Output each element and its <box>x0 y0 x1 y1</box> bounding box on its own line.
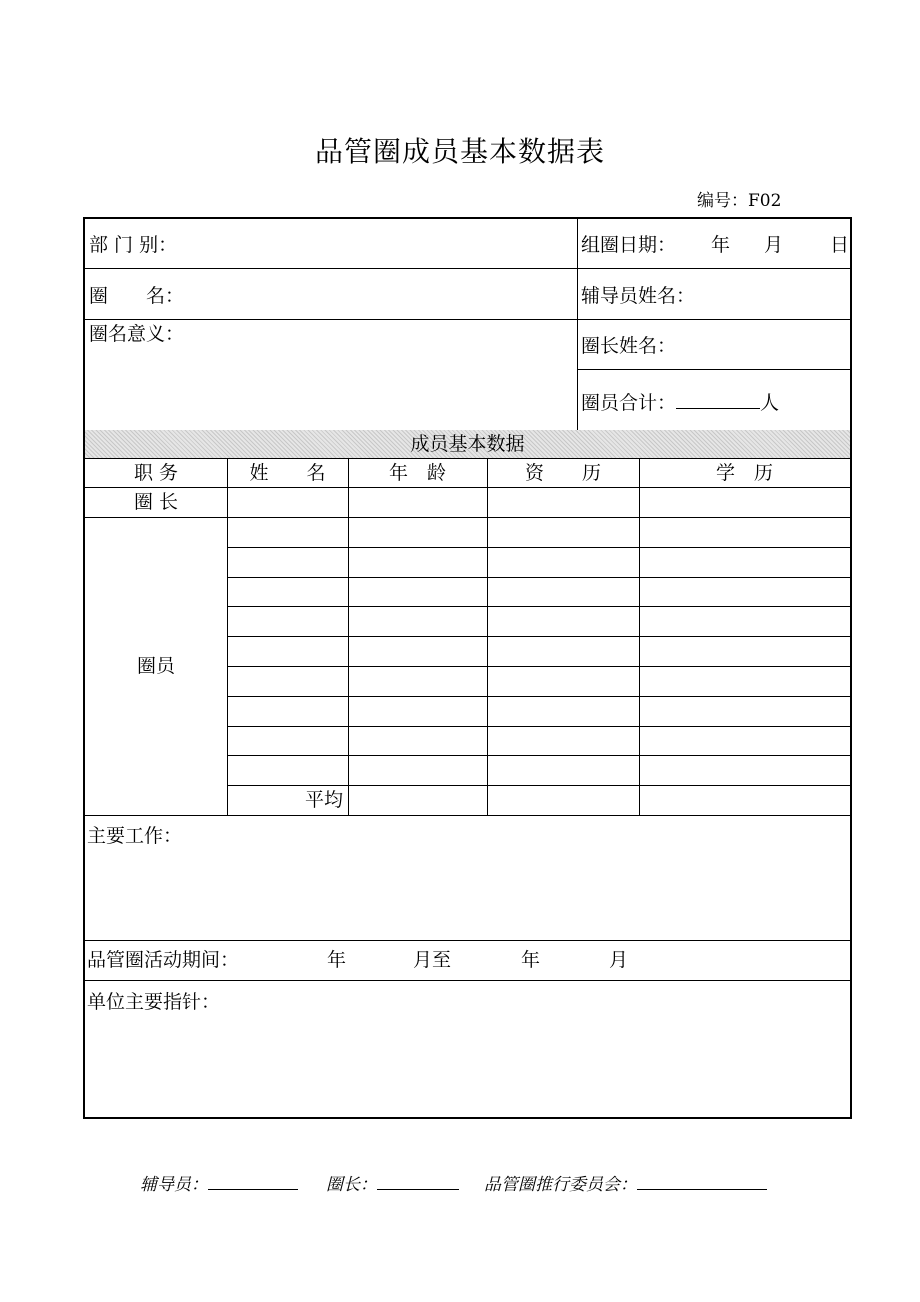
row-divider <box>227 547 850 548</box>
member-form <box>83 217 852 1119</box>
row-divider <box>227 755 850 756</box>
section-title: 成员基本数据 <box>410 433 525 455</box>
unit-guideline-label: 单位主要指针： <box>87 991 221 1013</box>
leader-signature-blank[interactable] <box>377 1173 459 1190</box>
col-header-position: 职 务 <box>133 462 179 484</box>
leader-row-label: 圈 长 <box>133 491 179 513</box>
col-header-name: 姓 名 <box>249 462 326 484</box>
row-divider <box>85 980 850 981</box>
period-month-2: 月 <box>609 949 629 971</box>
counselor-signature-label: 辅导员： <box>140 1175 208 1195</box>
col-header-age: 年 龄 <box>388 462 446 484</box>
col-divider <box>577 219 578 430</box>
period-month-to: 月至 <box>413 949 452 971</box>
department-label: 部 门 别： <box>89 234 178 256</box>
counselor-signature-blank[interactable] <box>208 1173 298 1190</box>
period-year-2: 年 <box>521 949 541 971</box>
committee-signature <box>484 1170 767 1195</box>
member-total-unit: 人 <box>760 392 780 414</box>
group-date-label: 组圈日期： <box>581 234 677 256</box>
row-divider <box>227 666 850 667</box>
form-title: 品管圈成员基本数据表 <box>314 135 605 168</box>
member-rows-label: 圈员 <box>136 655 175 677</box>
row-divider <box>85 940 850 941</box>
main-work-label: 主要工作： <box>87 825 183 847</box>
member-total-text: 圈员合计： <box>581 392 677 414</box>
col-header-seniority: 资 历 <box>524 462 601 484</box>
counselor-name-label: 辅导员姓名： <box>581 285 696 307</box>
row-divider <box>577 369 850 370</box>
activity-period-label: 品管圈活动期间： <box>87 949 240 971</box>
row-divider <box>85 319 850 320</box>
member-total-label <box>581 391 779 413</box>
committee-signature-label: 品管圈推行委员会： <box>484 1175 637 1195</box>
date-month-label: 月 <box>764 234 784 256</box>
date-year-label: 年 <box>711 234 731 256</box>
row-divider <box>85 268 850 269</box>
circle-meaning-label: 圈名意义： <box>89 323 185 345</box>
col-divider <box>348 458 349 815</box>
col-divider <box>639 458 640 815</box>
period-year-1: 年 <box>327 949 347 971</box>
row-divider <box>85 458 850 459</box>
row-divider <box>85 815 850 816</box>
col-divider <box>487 458 488 815</box>
date-day-label: 日 <box>830 234 850 256</box>
leader-name-label: 圈长姓名： <box>581 335 677 357</box>
leader-signature-label: 圈长： <box>326 1175 377 1195</box>
row-divider <box>85 517 850 518</box>
average-label: 平均 <box>305 789 344 811</box>
col-header-education: 学 历 <box>715 462 773 484</box>
leader-signature <box>326 1170 459 1195</box>
row-divider <box>227 636 850 637</box>
row-divider <box>227 726 850 727</box>
row-divider <box>85 487 850 488</box>
col-divider <box>227 458 228 815</box>
committee-signature-blank[interactable] <box>637 1173 767 1190</box>
counselor-signature <box>140 1170 298 1195</box>
row-divider <box>227 606 850 607</box>
form-code: 编号：F02 <box>697 191 782 211</box>
row-divider <box>227 696 850 697</box>
member-total-blank[interactable] <box>676 391 760 409</box>
row-divider <box>227 785 850 786</box>
circle-name-label: 圈 名： <box>89 285 185 307</box>
row-divider <box>227 577 850 578</box>
